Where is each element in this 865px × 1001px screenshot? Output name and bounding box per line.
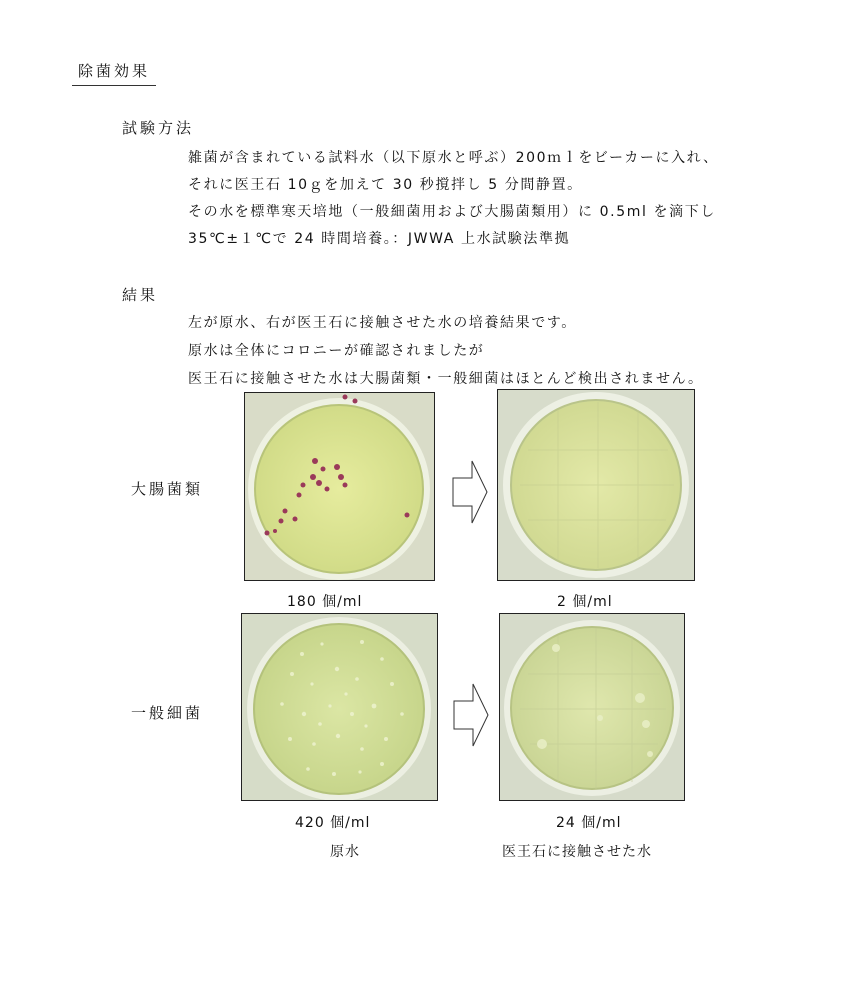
count-treated-coliform: 2 個/ml — [557, 594, 613, 610]
petri-dish-photo-raw-coliform — [244, 392, 435, 581]
method-line-2: それに医王石 10ｇを加えて 30 秒撹拌し 5 分間静置。 — [188, 177, 583, 193]
method-line-4: 35℃±１℃で 24 時間培養。：JWWA 上水試験法準拠 — [188, 231, 571, 247]
method-line-1: 雑菌が含まれている試料水（以下原水と呼ぶ）200ｍｌをビーカーに入れ、 — [188, 150, 719, 166]
petri-dish-photo-treated-coliform — [497, 389, 695, 581]
petri-dish-photo-raw-general — [241, 613, 438, 801]
method-line-3: その水を標準寒天培地（一般細菌用および大腸菌類用）に 0.5ml を滴下し — [188, 204, 716, 220]
method-heading: 試験方法 — [122, 119, 195, 137]
petri-dish-photo-treated-general — [499, 613, 685, 801]
count-raw-general: 420 個/ml — [295, 815, 371, 831]
count-treated-general: 24 個/ml — [556, 815, 622, 831]
row-label-general-bacteria: 一般細菌 — [131, 704, 204, 722]
result-line-1: 左が原水、右が医王石に接触させた水の培養結果です。 — [188, 315, 577, 331]
title-underline — [72, 85, 156, 86]
arrow-right-icon — [453, 683, 489, 747]
row-label-coliform: 大腸菌類 — [131, 480, 204, 498]
column-label-raw-water: 原水 — [330, 844, 360, 860]
page-title: 除菌効果 — [78, 62, 151, 80]
result-heading: 結果 — [122, 286, 159, 304]
result-line-3: 医王石に接触させた水は大腸菌類・一般細菌はほとんど検出されません。 — [188, 371, 704, 387]
arrow-right-icon — [452, 460, 488, 524]
column-label-treated-water: 医王石に接触させた水 — [502, 844, 652, 860]
count-raw-coliform: 180 個/ml — [287, 594, 363, 610]
result-line-2: 原水は全体にコロニーが確認されましたが — [188, 343, 485, 359]
